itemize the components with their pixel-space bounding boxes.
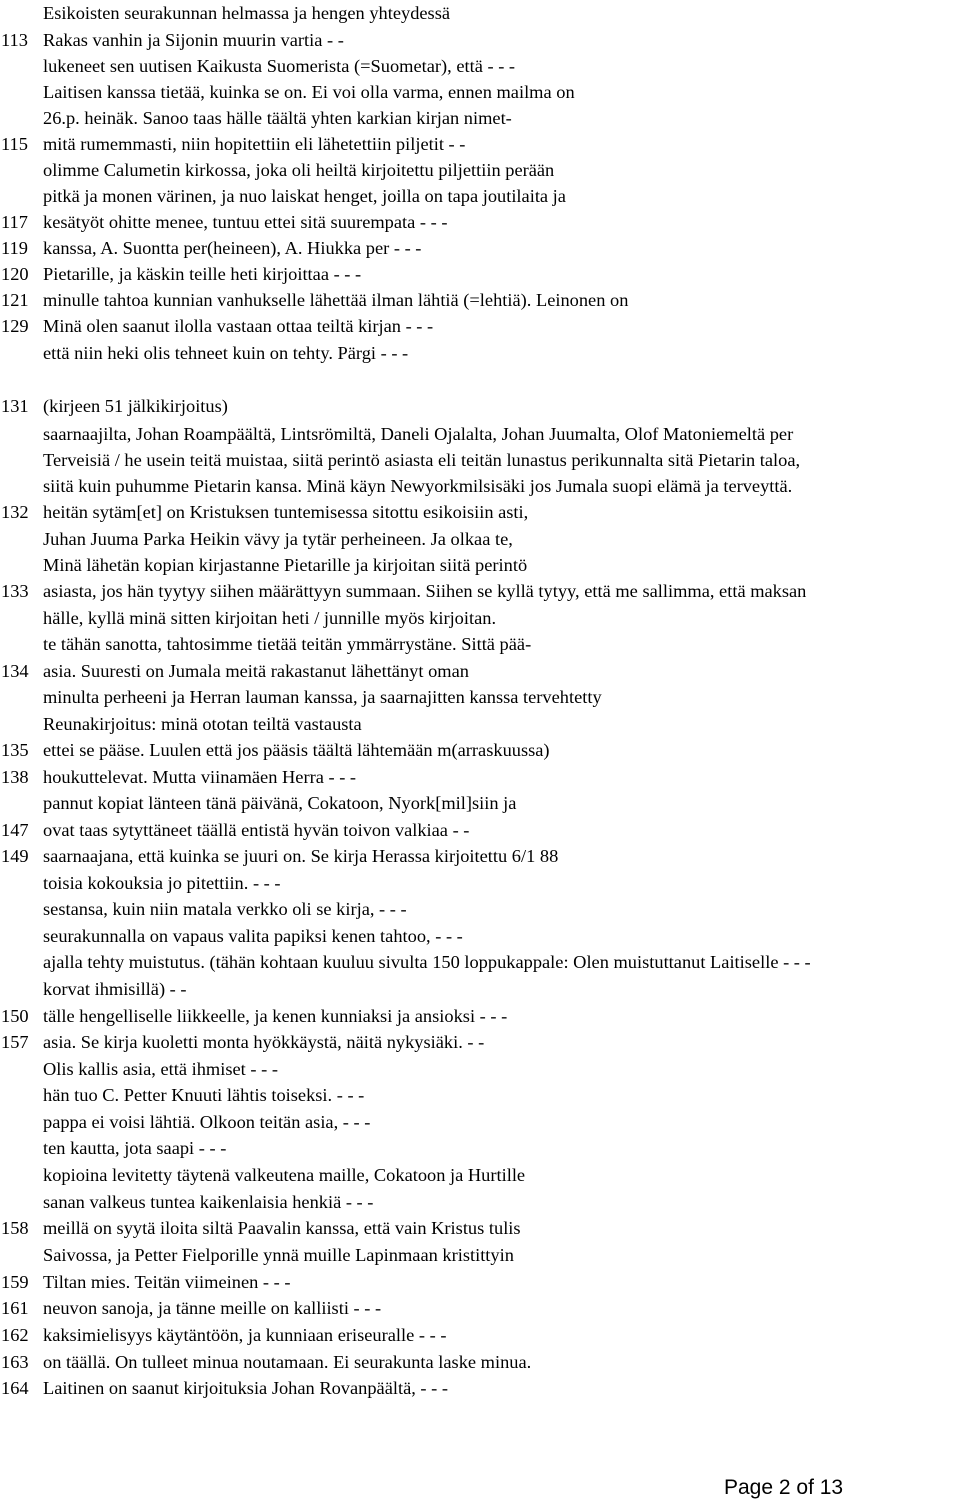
line-text: kanssa, A. Suontta per(heineen), A. Hiukka per - - - <box>43 238 422 258</box>
line-number: 117 <box>1 212 28 232</box>
document-line <box>0 1215 960 1241</box>
document-line <box>0 817 960 843</box>
document-line <box>0 526 960 552</box>
document-line <box>0 287 960 313</box>
line-number: 131 <box>1 396 29 416</box>
page-number-footer: Page 2 of 13 <box>724 1476 844 1499</box>
document-line <box>0 1349 960 1375</box>
document-line <box>0 1135 960 1161</box>
line-text: Saivossa, ja Petter Fielporille ynnä muille Lapinmaan kristittyin <box>43 1245 514 1265</box>
document-line <box>0 105 960 131</box>
document-line <box>0 631 960 657</box>
document-line <box>0 684 960 710</box>
line-number: 113 <box>1 30 28 50</box>
line-text: pitkä ja monen värinen, ja nuo laiskat henget, joilla on tapa joutilaita ja <box>43 186 566 206</box>
line-text: te tähän sanotta, tahtosimme tietää teitän ymmärrystäne. Sittä pää- <box>43 634 532 654</box>
line-text: toisia kokouksia jo pitettiin. - - - <box>43 873 281 893</box>
document-line <box>0 27 960 53</box>
document-line <box>0 552 960 578</box>
document-line <box>0 976 960 1002</box>
document-line <box>0 896 960 922</box>
document-line <box>0 949 960 975</box>
document-line <box>0 1269 960 1295</box>
document-line <box>0 209 960 235</box>
document-line <box>0 1003 960 1029</box>
document-line <box>0 1322 960 1348</box>
document-line <box>0 313 960 339</box>
line-text: Juhan Juuma Parka Heikin vävy ja tytär perheineen. Ja olkaa te, <box>43 529 513 549</box>
document-line <box>0 923 960 949</box>
document-line <box>0 157 960 183</box>
document-line <box>0 447 960 473</box>
line-number: 163 <box>1 1352 29 1372</box>
document-line <box>0 79 960 105</box>
line-text: pappa ei voisi lähtiä. Olkoon teitän asia, - - - <box>43 1112 371 1132</box>
line-text: Esikoisten seurakunnan helmassa ja hengen yhteydessä <box>43 3 451 23</box>
line-number: 132 <box>1 502 29 522</box>
document-line <box>0 131 960 157</box>
document-line <box>0 578 960 604</box>
line-text: saarnaajilta, Johan Roampäältä, Lintsrömiltä, Daneli Ojalalta, Johan Juumalta, Olof Matoniemeltä per <box>43 424 794 444</box>
document-line <box>0 1242 960 1268</box>
document-line <box>0 790 960 816</box>
line-text: Pietarille, ja käskin teille heti kirjoittaa - - - <box>43 264 362 284</box>
document-line <box>0 473 960 499</box>
line-number: 120 <box>1 264 29 284</box>
line-text: korvat ihmisillä) - - <box>43 979 187 999</box>
line-text: Laitinen on saanut kirjoituksia Johan Rovanpäältä, - - - <box>43 1378 448 1398</box>
line-text: siitä kuin puhumme Pietarin kansa. Minä käyn Newyorkmilsisäki jos Jumala suopi elämä ja terveyttä. <box>43 476 793 496</box>
line-text: Minä olen saanut ilolla vastaan ottaa teiltä kirjan - - - <box>43 316 434 336</box>
line-text: sanan valkeus tuntea kaikenlaisia henkiä - - - <box>43 1192 374 1212</box>
line-text: kaksimielisyys käytäntöön, ja kunniaan eriseuralle - - - <box>43 1325 447 1345</box>
document-line <box>0 1295 960 1321</box>
line-text: on täällä. On tulleet minua noutamaan. Ei seurakunta laske minua. <box>43 1352 532 1372</box>
document-line <box>0 764 960 790</box>
document-line <box>0 53 960 79</box>
line-number: 147 <box>1 820 29 840</box>
document-line <box>0 0 960 26</box>
document-line <box>0 870 960 896</box>
document-line <box>0 183 960 209</box>
line-number: 135 <box>1 740 29 760</box>
line-text: (kirjeen 51 jälkikirjoitus) <box>43 396 228 416</box>
line-number: 134 <box>1 661 29 681</box>
line-text: asia. Se kirja kuoletti monta hyökkäystä, näitä nykysiäki. - - <box>43 1032 485 1052</box>
line-text: Rakas vanhin ja Sijonin muurin vartia - - <box>43 30 344 50</box>
document-line <box>0 261 960 287</box>
document-line <box>0 1056 960 1082</box>
line-text: sestansa, kuin niin matala verkko oli se kirja, - - - <box>43 899 407 919</box>
line-number: 138 <box>1 767 29 787</box>
document-line <box>0 1375 960 1401</box>
line-text: minulta perheeni ja Herran lauman kanssa, ja saarnajitten kanssa tervehtetty <box>43 687 602 707</box>
line-number: 161 <box>1 1298 29 1318</box>
document-line <box>0 1109 960 1135</box>
line-text: olimme Calumetin kirkossa, joka oli heiltä kirjoitettu piljettiin perään <box>43 160 555 180</box>
line-text: Tiltan mies. Teitän viimeinen - - - <box>43 1272 291 1292</box>
line-text: neuvon sanoja, ja tänne meille on kalliisti - - - <box>43 1298 382 1318</box>
document-line <box>0 737 960 763</box>
line-text: asia. Suuresti on Jumala meitä rakastanut lähettänyt oman <box>43 661 469 681</box>
line-number: 150 <box>1 1006 29 1026</box>
line-text: Laitisen kanssa tietää, kuinka se on. Ei voi olla varma, ennen mailma on <box>43 82 575 102</box>
line-number: 115 <box>1 134 28 154</box>
document-line <box>0 843 960 869</box>
line-text: mitä rumemmasti, niin hopitettiin eli lähetettiin piljetit - - <box>43 134 466 154</box>
line-number: 121 <box>1 290 29 310</box>
document-line <box>0 1189 960 1215</box>
line-text: tälle hengelliselle liikkeelle, ja kenen kunniaksi ja ansioksi - - - <box>43 1006 508 1026</box>
line-number: 157 <box>1 1032 29 1052</box>
line-number: 162 <box>1 1325 29 1345</box>
line-number: 149 <box>1 846 29 866</box>
line-text: Minä lähetän kopian kirjastanne Pietarille ja kirjoitan siitä perintö <box>43 555 528 575</box>
document-line <box>0 711 960 737</box>
document-line <box>0 421 960 447</box>
line-number: 158 <box>1 1218 29 1238</box>
line-text: hälle, kyllä minä sitten kirjoitan heti / junnille myös kirjoitan. <box>43 608 497 628</box>
document-line <box>0 1029 960 1055</box>
line-text: ettei se pääse. Luulen että jos pääsis täältä lähtemään m(arraskuussa) <box>43 740 550 760</box>
line-text: 26.p. heinäk. Sanoo taas hälle täältä yhten karkian kirjan nimet- <box>43 108 512 128</box>
document-line <box>0 605 960 631</box>
document-line <box>0 1082 960 1108</box>
line-text: saarnaajana, että kuinka se juuri on. Se kirja Herassa kirjoitettu 6/1 88 <box>43 846 559 866</box>
line-text: asiasta, jos hän tyytyy siihen määrättyyn summaan. Siihen se kyllä tytyy, että me sallimma, että maksan <box>43 581 807 601</box>
line-text: ten kautta, jota saapi - - - <box>43 1138 227 1158</box>
line-text: heitän sytäm[et] on Kristuksen tuntemisessa sitottu esikoisiin asti, <box>43 502 529 522</box>
line-text: kopioina levitetty täytenä valkeutena maille, Cokatoon ja Hurtille <box>43 1165 526 1185</box>
line-text: pannut kopiat länteen tänä päivänä, Cokatoon, Nyork[mil]siin ja <box>43 793 517 813</box>
line-text: lukeneet sen uutisen Kaikusta Suomerista (=Suometar), että - - - <box>43 56 516 76</box>
document-line <box>0 235 960 261</box>
line-text: Terveisiä / he usein teitä muistaa, siitä perintö asiasta eli teitän lunastus perikunnalta sitä Pietarin taloa, <box>43 450 801 470</box>
line-number: 164 <box>1 1378 29 1398</box>
line-number: 159 <box>1 1272 29 1292</box>
line-text: ovat taas sytyttäneet täällä entistä hyvän toivon valkiaa - - <box>43 820 470 840</box>
line-number: 133 <box>1 581 29 601</box>
line-text: Olis kallis asia, että ihmiset - - - <box>43 1059 278 1079</box>
document-line <box>0 499 960 525</box>
document-line <box>0 393 960 419</box>
line-text: kesätyöt ohitte menee, tuntuu ettei sitä suurempata - - - <box>43 212 448 232</box>
line-text: houkuttelevat. Mutta viinamäen Herra - - - <box>43 767 357 787</box>
line-number: 119 <box>1 238 28 258</box>
line-number: 129 <box>1 316 29 336</box>
document-line <box>0 658 960 684</box>
line-text: Reunakirjoitus: minä ototan teiltä vastausta <box>43 714 362 734</box>
line-text: minulle tahtoa kunnian vanhukselle lähettää ilman lähtiä (=lehtiä). Leinonen on <box>43 290 629 310</box>
line-text: meillä on syytä iloita siltä Paavalin kanssa, että vain Kristus tulis <box>43 1218 521 1238</box>
document-line <box>0 1162 960 1188</box>
line-text: seurakunnalla on vapaus valita papiksi kenen tahtoo, - - - <box>43 926 463 946</box>
line-text: että niin heki olis tehneet kuin on tehty. Pärgi - - - <box>43 343 409 363</box>
document-line <box>0 340 960 366</box>
line-text: hän tuo C. Petter Knuuti lähtis toiseksi. - - - <box>43 1085 365 1105</box>
line-text: ajalla tehty muistutus. (tähän kohtaan kuuluu sivulta 150 loppukappale: Olen muistuttanut Laitiselle - - - <box>43 952 811 972</box>
